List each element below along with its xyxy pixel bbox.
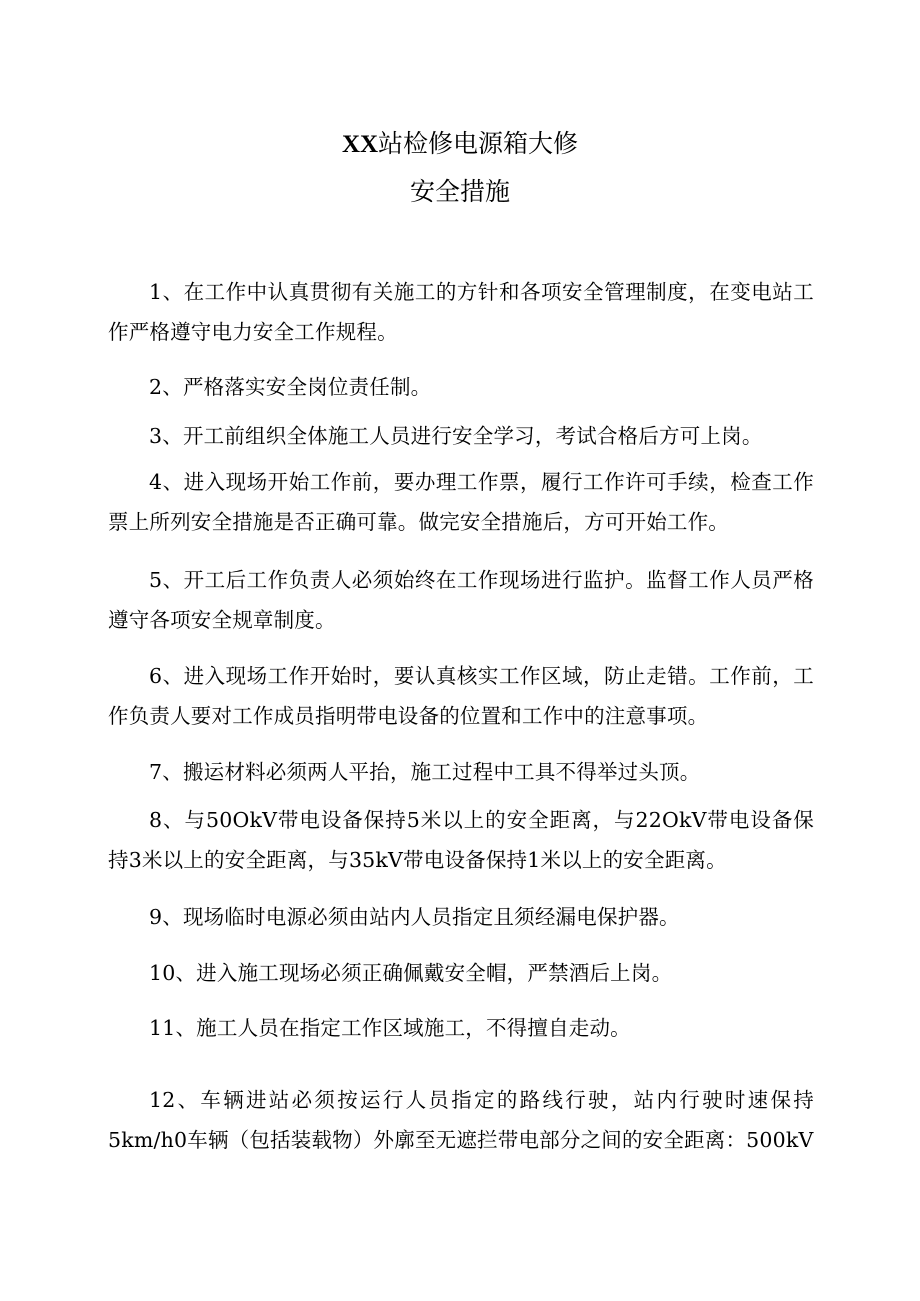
item-6: 6、进入现场工作开始时，要认真核实工作区域，防止走错。工作前，工作负责人要对工作成员指明带电设备的位置和工作中的注意事项。 (108, 664, 814, 728)
item-8: 8、与50OkV带电设备保持5米以上的安全距离，与22OkV带电设备保持3米以上的安全距离，与35kV带电设备保持1米以上的安全距离。 (108, 808, 814, 872)
item-4: 4、进入现场开始工作前，要办理工作票，履行工作许可手续，检查工作票上所列安全措施是否正确可靠。做完安全措施后，方可开始工作。 (108, 470, 814, 534)
title-text: 站检修电源箱大修 (378, 129, 579, 158)
item-7: 7、搬运材料必须两人平抬，施工过程中工具不得举过头顶。 (149, 760, 701, 784)
item-12: 12、车辆进站必须按运行人员指定的路线行驶，站内行驶时速保持5km∕h0车辆（包括装载物）外廓至无遮拦带电部分之间的安全距离：500kV (108, 1088, 814, 1152)
title-prefix: XX (341, 131, 379, 158)
item-9: 9、现场临时电源必须由站内人员指定且须经漏电保护器。 (149, 905, 680, 929)
item-5: 5、开工后工作负责人必须始终在工作现场进行监护。监督工作人员严格遵守各项安全规章制度。 (108, 568, 814, 632)
item-1: 1、在工作中认真贯彻有关施工的方针和各项安全管理制度，在变电站工作严格遵守电力安全工作规程。 (108, 280, 814, 344)
document-title (0, 128, 920, 161)
document-subtitle: 安全措施 (409, 177, 510, 206)
item-3: 3、开工前组织全体施工人员进行安全学习，考试合格后方可上岗。 (149, 424, 763, 448)
item-11: 11、施工人员在指定工作区域施工，不得擅自走动。 (149, 1016, 631, 1040)
item-10: 10、进入施工现场必须正确佩戴安全帽，严禁酒后上岗。 (149, 961, 673, 985)
item-2: 2、严格落实安全岗位责任制。 (149, 375, 432, 399)
